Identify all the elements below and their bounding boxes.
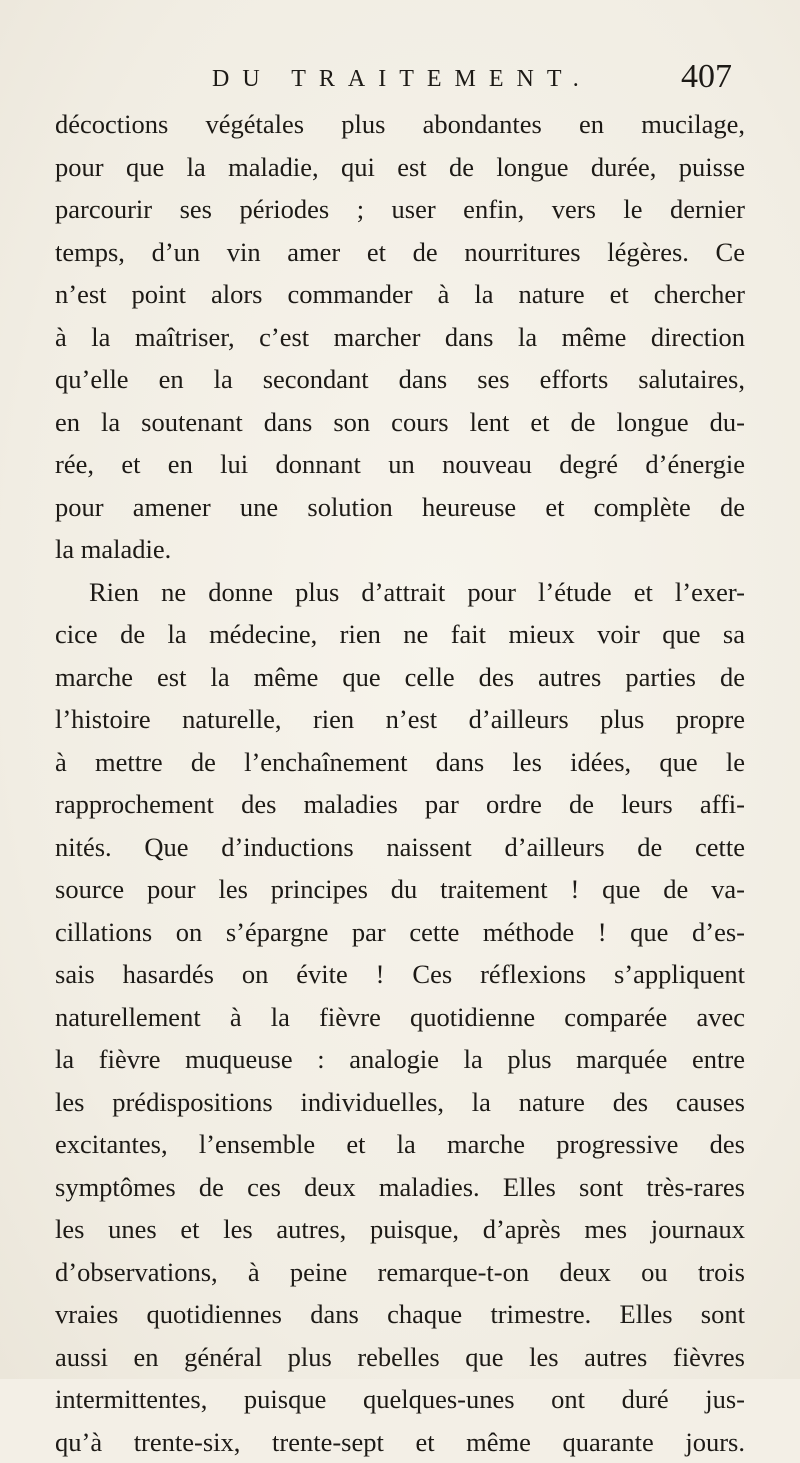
text-line: en la soutenant dans son cours lent et de longue du- bbox=[55, 401, 745, 444]
text-line: rapprochement des maladies par ordre de leurs affi- bbox=[55, 783, 745, 826]
text-line: intermittentes, puisque quelques-unes ont duré jus- bbox=[55, 1378, 745, 1421]
page-number: 407 bbox=[681, 58, 732, 96]
body-text bbox=[55, 103, 745, 1463]
text-line: source pour les principes du traitement ! que de va- bbox=[55, 868, 745, 911]
text-line: vraies quotidiennes dans chaque trimestre. Elles sont bbox=[55, 1293, 745, 1336]
text-line: marche est la même que celle des autres parties de bbox=[55, 656, 745, 699]
text-line: d’observations, à peine remarque-t-on deux ou trois bbox=[55, 1251, 745, 1294]
text-line: naturellement à la fièvre quotidienne comparée avec bbox=[55, 996, 745, 1039]
running-title: DU TRAITEMENT. bbox=[212, 66, 592, 93]
paragraph bbox=[55, 571, 745, 1463]
text-line: à la maîtriser, c’est marcher dans la même direction bbox=[55, 316, 745, 359]
text-line: pour que la maladie, qui est de longue durée, puisse bbox=[55, 146, 745, 189]
text-line: aussi en général plus rebelles que les autres fièvres bbox=[55, 1336, 745, 1379]
text-line: la maladie. bbox=[55, 528, 745, 571]
text-line: symptômes de ces deux maladies. Elles sont très-rares bbox=[55, 1166, 745, 1209]
text-line: n’est point alors commander à la nature et chercher bbox=[55, 273, 745, 316]
text-line: Rien ne donne plus d’attrait pour l’étude et l’exer- bbox=[55, 571, 745, 614]
text-line: les prédispositions individuelles, la nature des causes bbox=[55, 1081, 745, 1124]
text-line: rée, et en lui donnant un nouveau degré d’énergie bbox=[55, 443, 745, 486]
text-line: qu’à trente-six, trente-sept et même quarante jours. bbox=[55, 1421, 745, 1463]
text-line: cice de la médecine, rien ne fait mieux voir que sa bbox=[55, 613, 745, 656]
paragraph bbox=[55, 103, 745, 571]
text-line: décoctions végétales plus abondantes en mucilage, bbox=[55, 103, 745, 146]
text-line: l’histoire naturelle, rien n’est d’ailleurs plus propre bbox=[55, 698, 745, 741]
page-header bbox=[212, 66, 772, 100]
text-line: sais hasardés on évite ! Ces réflexions s’appliquent bbox=[55, 953, 745, 996]
text-line: parcourir ses périodes ; user enfin, vers le dernier bbox=[55, 188, 745, 231]
text-line: les unes et les autres, puisque, d’après mes journaux bbox=[55, 1208, 745, 1251]
text-line: à mettre de l’enchaînement dans les idées, que le bbox=[55, 741, 745, 784]
text-line: nités. Que d’inductions naissent d’ailleurs de cette bbox=[55, 826, 745, 869]
text-line: la fièvre muqueuse : analogie la plus marquée entre bbox=[55, 1038, 745, 1081]
text-line: temps, d’un vin amer et de nourritures légères. Ce bbox=[55, 231, 745, 274]
text-line: excitantes, l’ensemble et la marche progressive des bbox=[55, 1123, 745, 1166]
text-line: qu’elle en la secondant dans ses efforts salutaires, bbox=[55, 358, 745, 401]
text-line: pour amener une solution heureuse et complète de bbox=[55, 486, 745, 529]
text-line: cillations on s’épargne par cette méthode ! que d’es- bbox=[55, 911, 745, 954]
